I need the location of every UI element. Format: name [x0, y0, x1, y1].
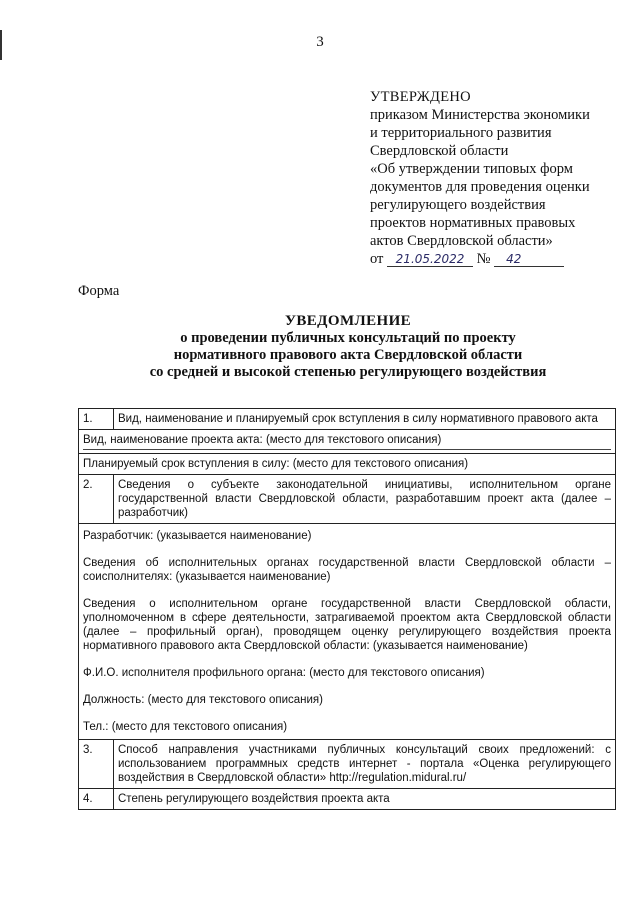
section-2-body — [79, 524, 616, 740]
section-1-field-date — [79, 454, 616, 475]
section-title: Сведения о субъекте законодательной инициативы, исполнительном органе государственной власти Свердловской области, разработавшим проект акта (далее – разработчик) — [114, 475, 616, 524]
approval-line: и территориального развития — [370, 125, 552, 141]
developer-field: Разработчик: (указывается наименование) — [83, 530, 312, 542]
notice-table — [78, 408, 616, 810]
approval-line: «Об утверждении типовых форм — [370, 161, 573, 177]
approval-line: Свердловской области — [370, 143, 509, 159]
section-4-header — [79, 789, 616, 810]
form-label: Форма — [78, 283, 120, 299]
approval-line: проектов нормативных правовых — [370, 215, 576, 231]
section-number: 2. — [79, 475, 114, 524]
approval-number-label: № — [476, 251, 491, 267]
approval-line: приказом Министерства экономики — [370, 107, 590, 123]
section-title: Вид, наименование и планируемый срок вступления в силу нормативного правового акта — [114, 409, 616, 430]
co-executors-field: Сведения об исполнительных органах государственной власти Свердловской области – соисполнителях: (указывается наименование) — [83, 557, 611, 583]
section-title: Способ направления участниками публичных консультаций своих предложений: с использованием программных средств интернет - портала «Оценка регулирующего воздействия в Свердловской области» http://regulation.midural.ru/ — [114, 740, 616, 789]
field-cell: Планируемый срок вступления в силу: (место для текстового описания) — [79, 454, 616, 475]
section-title: Степень регулирующего воздействия проекта акта — [114, 789, 616, 810]
approval-number: 42 — [494, 252, 564, 267]
approval-line: актов Свердловской области» — [370, 233, 553, 249]
phone-field: Тел.: (место для текстового описания) — [83, 721, 288, 733]
heading-line: о проведении публичных консультаций по проекту — [180, 330, 516, 346]
approval-title: УТВЕРЖДЕНО — [370, 89, 471, 105]
profile-organ-field: Сведения о исполнительном органе государственной власти Свердловской области, уполномоченном в сфере деятельности, затрагиваемой проектом акта Свердловской области (далее – профильный орган), проводящем оценку регулирующего воздействия проекта нормативного правового акта Свердловской области: (указывается наименование) — [83, 598, 611, 652]
executor-name-field: Ф.И.О. исполнителя профильного органа: (место для текстового описания) — [83, 667, 485, 679]
approval-stamp — [370, 88, 620, 268]
section-1-field-name — [79, 430, 616, 454]
section-2-header — [79, 475, 616, 524]
approval-line: регулирующего воздействия — [370, 197, 546, 213]
approval-date-line — [370, 250, 620, 268]
field-cell — [79, 430, 616, 454]
position-field: Должность: (место для текстового описания) — [83, 694, 323, 706]
approval-date: 21.05.2022 — [387, 252, 473, 267]
heading-line: со средней и высокой степенью регулирующего воздействия — [149, 364, 547, 380]
heading-line: нормативного правового акта Свердловской области — [173, 347, 523, 363]
section-number: 1. — [79, 409, 114, 430]
act-name-field: Вид, наименование проекта акта: (место для текстового описания) — [83, 433, 611, 450]
approval-line: документов для проведения оценки — [370, 179, 590, 195]
section-number: 4. — [79, 789, 114, 810]
section-3-header — [79, 740, 616, 789]
heading-title: УВЕДОМЛЕНИЕ — [284, 313, 412, 329]
section-2-content — [79, 524, 616, 740]
section-number: 3. — [79, 740, 114, 789]
section-1-header — [79, 409, 616, 430]
document-heading — [78, 312, 618, 381]
page-number: 3 — [316, 34, 324, 50]
approval-from-label: от — [370, 251, 384, 267]
